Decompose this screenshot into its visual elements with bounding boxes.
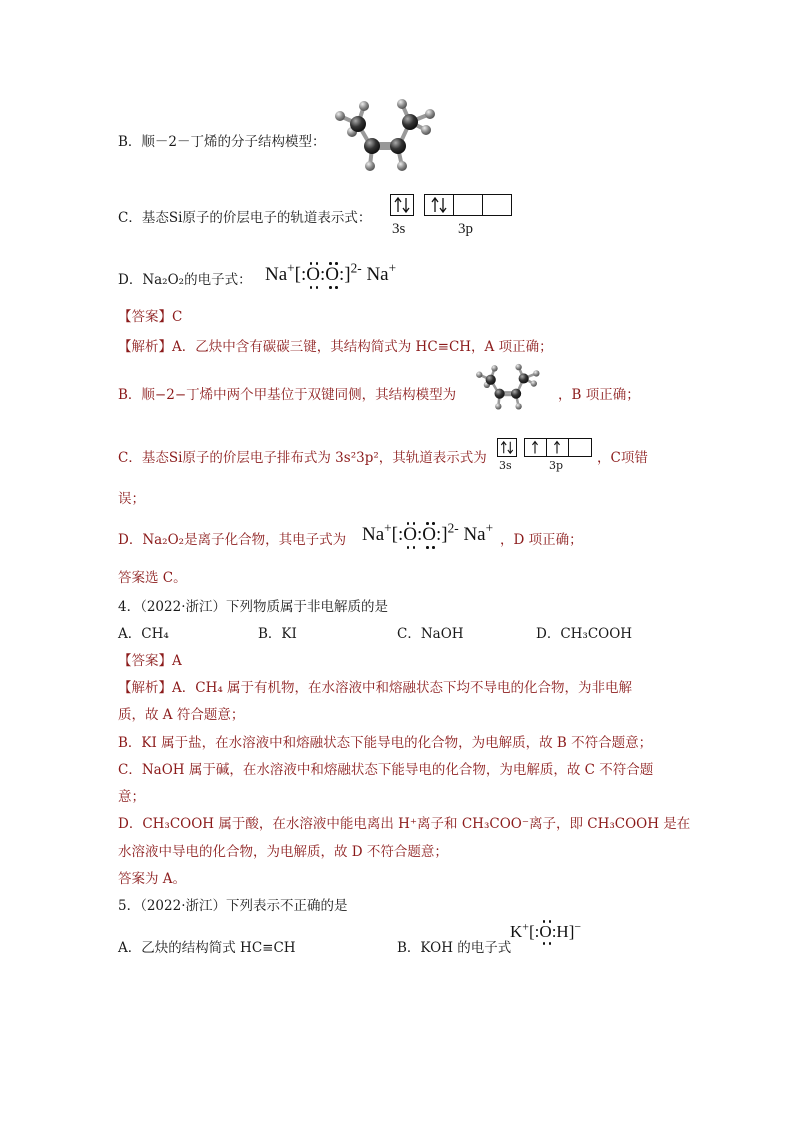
analysis-q4-line-6: 水溶液中导电的化合物，为电解质，故 D 不符合题意； [118, 844, 448, 860]
answer-q3: 【答案】C [118, 309, 183, 325]
analysis-q4-line-3: C．NaOH 属于碱，在水溶液中和熔融状态下能导电的化合物，为电解质，故 C 不符合题 [118, 762, 654, 778]
cis-2-butene-model-small-image [466, 362, 556, 414]
orbital-3p-box [424, 194, 512, 216]
up-down-arrow-icon [391, 195, 413, 215]
option-c-label: C．基态Si原子的价层电子的轨道表示式： [118, 210, 372, 226]
analysis-q3-b-pre: B．顺−2−丁烯中两个甲基位于双键同侧，其结构模型为 [118, 387, 457, 403]
q4-option-b: B．KI [258, 626, 297, 642]
option-b-label: B．顺－2－丁烯的分子结构模型： [118, 134, 326, 150]
analysis-q4-line-4: 意； [118, 789, 145, 805]
na2o2-electron-formula-analysis: Na+[:O :O :]$^{2-}$ Na+ [362, 524, 493, 546]
option-d-label: D．Na₂O₂的电子式： [118, 272, 252, 288]
analysis-q3-b-post: ，B 项正确； [558, 387, 640, 403]
analysis-q3-c-post: ，C项错 [597, 450, 648, 466]
orbital-3s-label-small: 3s [499, 459, 512, 472]
orbital-3s-box-small [497, 438, 517, 457]
q4-option-d: D．CH₃COOH [536, 626, 633, 642]
q4-option-c: C．NaOH [397, 626, 464, 642]
orbital-3s-label: 3s [392, 221, 406, 237]
analysis-q3-d-pre: D．Na₂O₂是离子化合物，其电子式为 [118, 532, 347, 548]
analysis-q4-line-2: B．KI 属于盐，在水溶液中和熔融状态下能导电的化合物，为电解质，故 B 不符合题意； [118, 735, 653, 751]
question-4-stem: 4．（2022·浙江）下列物质属于非电解质的是 [118, 599, 388, 615]
up-down-arrow-icon [425, 195, 453, 215]
analysis-q3-conclusion: 答案选 C。 [118, 570, 187, 586]
orbital-3s-box [390, 194, 414, 216]
cis-2-butene-model-image [330, 96, 450, 178]
orbital-3p-label-small: 3p [549, 459, 564, 472]
analysis-tag: 【解析】 [118, 339, 172, 355]
analysis-q4-line-5: D．CH₃COOH 属于酸，在水溶液中能电离出 H⁺离子和 CH₃COO⁻离子，即 CH₃COOH 是在 [118, 816, 691, 832]
analysis-q4-line-1: 质，故 A 符合题意； [118, 707, 245, 723]
koh-electron-formula: K+[:O :H]− [510, 922, 581, 942]
analysis-q4-conclusion: 答案为 A。 [118, 871, 187, 887]
analysis-q3-d-post: ，D 项正确； [500, 532, 583, 548]
analysis-q3-c-pre: C．基态Si原子的价层电子排布式为 3s²3p²，其轨道表示式为 [118, 450, 487, 466]
q4-option-a: A．CH₄ [118, 626, 169, 642]
q5-option-a: A．乙炔的结构简式 HC≡CH [118, 940, 296, 956]
orbital-3p-label: 3p [458, 221, 473, 237]
analysis-q3-c-cont: 误； [118, 491, 145, 507]
analysis-q4-line-0: 【解析】A．CH₄ 属于有机物，在水溶液中和熔融状态下均不导电的化合物，为非电解 [118, 680, 633, 696]
q5-option-b: B．KOH 的电子式 [397, 940, 512, 956]
analysis-q3-a: 【解析】A．乙炔中含有碳碳三键，其结构简式为 HC≡CH，A 项正确； [118, 339, 553, 355]
na2o2-electron-formula: Na+[:O :O :]$^{2-}$ Na+ [265, 264, 396, 286]
answer-q4: 【答案】A [118, 653, 182, 669]
orbital-3p-box-small [524, 438, 592, 457]
question-5-stem: 5．（2022·浙江）下列表示不正确的是 [118, 898, 348, 914]
